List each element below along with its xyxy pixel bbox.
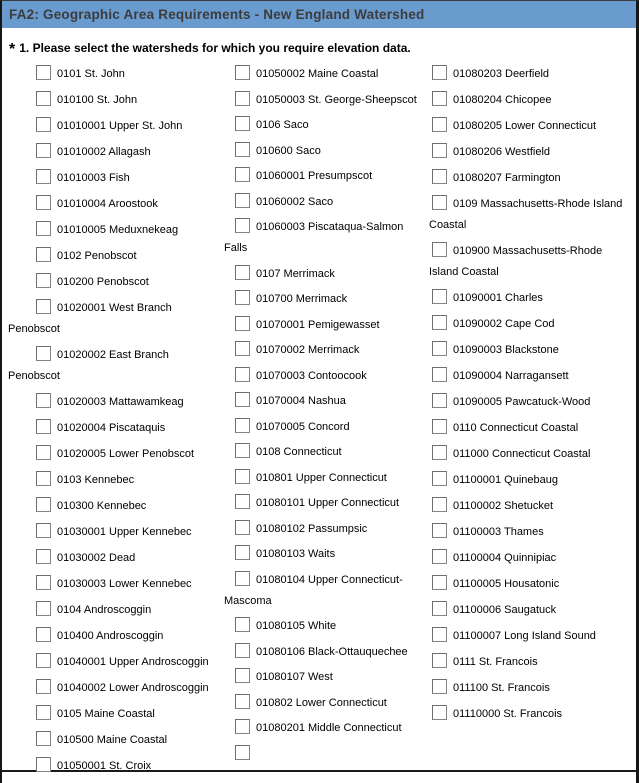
watershed-option[interactable] xyxy=(224,264,426,285)
watershed-label: 01010002 Allagash xyxy=(57,146,151,158)
checkbox-unchecked-icon[interactable] xyxy=(36,195,51,210)
watershed-option[interactable] xyxy=(429,142,631,163)
watershed-label: 010600 Saco xyxy=(256,144,321,157)
watershed-option[interactable] xyxy=(224,64,426,85)
watershed-option[interactable] xyxy=(429,194,631,236)
watershed-label: 011000 Connecticut Coastal xyxy=(453,448,591,460)
watershed-option[interactable] xyxy=(429,366,631,387)
checkbox-unchecked-icon[interactable] xyxy=(235,265,250,280)
watershed-label: 01030002 Dead xyxy=(57,552,136,564)
watershed-option[interactable] xyxy=(8,345,222,387)
watershed-option[interactable] xyxy=(8,142,222,163)
watershed-option[interactable] xyxy=(224,115,426,136)
watershed-option[interactable] xyxy=(224,417,426,438)
checkbox-unchecked-icon[interactable] xyxy=(432,315,447,330)
checkbox-unchecked-icon[interactable] xyxy=(235,443,250,458)
watershed-label: 01030001 Upper Kennebec xyxy=(57,526,192,538)
watershed-option[interactable] xyxy=(429,64,631,85)
watershed-option[interactable] xyxy=(8,600,222,621)
watershed-label: 01080102 Passumpsic xyxy=(256,522,368,535)
checkbox-unchecked-icon[interactable] xyxy=(432,117,447,132)
watershed-label: 010300 Kennebec xyxy=(57,500,147,512)
watershed-option[interactable] xyxy=(429,496,631,517)
watershed-label: 01020005 Lower Penobscot xyxy=(57,448,194,460)
watershed-label: 01040001 Upper Androscoggin xyxy=(57,656,209,668)
checkbox-unchecked-icon[interactable] xyxy=(36,169,51,184)
checkbox-unchecked-icon[interactable] xyxy=(36,627,51,642)
checkbox-unchecked-icon[interactable] xyxy=(432,679,447,694)
watershed-label: 01060002 Saco xyxy=(256,195,334,208)
watershed-option[interactable] xyxy=(429,418,631,439)
watershed-option[interactable] xyxy=(224,166,426,187)
watershed-label: 0103 Kennebec xyxy=(57,474,135,486)
watershed-label: 01090002 Cape Cod xyxy=(453,318,555,330)
watershed-option[interactable] xyxy=(224,667,426,688)
watershed-label: 01080203 Deerfield xyxy=(453,68,550,80)
watershed-column-3 xyxy=(429,64,631,730)
watershed-option[interactable] xyxy=(224,366,426,387)
checkbox-unchecked-icon[interactable] xyxy=(36,575,51,590)
watershed-option[interactable] xyxy=(8,246,222,267)
watershed-option[interactable] xyxy=(429,90,631,111)
watershed-label: 01100007 Long Island Sound xyxy=(453,630,596,642)
watershed-option[interactable] xyxy=(224,718,426,739)
watershed-option[interactable] xyxy=(8,678,222,699)
checkbox-unchecked-icon[interactable] xyxy=(36,273,51,288)
checkbox-unchecked-icon[interactable] xyxy=(235,392,250,407)
watershed-label: 0105 Maine Coastal xyxy=(57,708,155,720)
checkbox-unchecked-icon[interactable] xyxy=(36,117,51,132)
checkbox-unchecked-icon[interactable] xyxy=(235,617,250,632)
watershed-option[interactable] xyxy=(8,64,222,85)
checkbox-unchecked-icon[interactable] xyxy=(36,445,51,460)
watershed-label: 01060001 Presumpscot xyxy=(256,170,373,182)
watershed-option[interactable] xyxy=(8,90,222,111)
watershed-option[interactable] xyxy=(224,141,426,162)
checkbox-unchecked-icon[interactable] xyxy=(36,393,51,408)
watershed-label: 01080105 White xyxy=(256,620,337,632)
watershed-option[interactable] xyxy=(224,544,426,565)
watershed-label: 01020002 East Branch Penobscot xyxy=(8,349,169,382)
checkbox-unchecked-icon[interactable] xyxy=(36,471,51,486)
watershed-label: 010400 Androscoggin xyxy=(57,630,164,642)
watershed-label: 01080207 Farmington xyxy=(453,172,561,184)
checkbox-unchecked-icon[interactable] xyxy=(36,679,51,694)
watershed-option[interactable] xyxy=(224,217,426,259)
watershed-label: 01070002 Merrimack xyxy=(256,344,360,356)
watershed-option[interactable] xyxy=(8,444,222,465)
watershed-option[interactable] xyxy=(8,470,222,491)
checkbox-unchecked-icon[interactable] xyxy=(432,289,447,304)
watershed-label: 01020001 West Branch Penobscot xyxy=(8,302,172,335)
checkbox-unchecked-icon[interactable] xyxy=(432,367,447,382)
watershed-option[interactable] xyxy=(429,704,631,725)
watershed-option[interactable] xyxy=(8,626,222,647)
question-label: 1. Please select the watersheds for which you require elevation data. xyxy=(19,41,411,55)
checkbox-unchecked-icon[interactable] xyxy=(432,419,447,434)
checkbox-unchecked-icon[interactable] xyxy=(36,601,51,616)
watershed-option[interactable] xyxy=(224,468,426,489)
checkbox-unchecked-icon[interactable] xyxy=(235,341,250,356)
checkbox-unchecked-icon[interactable] xyxy=(36,419,51,434)
watershed-label: 01010001 Upper St. John xyxy=(57,120,183,132)
checkbox-unchecked-icon[interactable] xyxy=(235,418,250,433)
watershed-label: 01100005 Housatonic xyxy=(453,578,560,590)
checkbox-unchecked-icon[interactable] xyxy=(36,143,51,158)
checkbox-unchecked-icon[interactable] xyxy=(235,65,250,80)
watershed-option[interactable] xyxy=(8,756,222,777)
checkbox-unchecked-icon[interactable] xyxy=(235,290,250,305)
watershed-option[interactable] xyxy=(429,470,631,491)
required-asterisk-icon: * xyxy=(9,41,16,58)
watershed-option[interactable] xyxy=(429,288,631,309)
checkbox-unchecked-icon[interactable] xyxy=(432,393,447,408)
checkbox-unchecked-icon[interactable] xyxy=(432,445,447,460)
watershed-label: 01010004 Aroostook xyxy=(57,198,158,210)
checkbox-unchecked-icon[interactable] xyxy=(36,523,51,538)
checkbox-unchecked-icon[interactable] xyxy=(235,316,250,331)
watershed-label: 01090001 Charles xyxy=(453,292,543,304)
watershed-label: 01080107 West xyxy=(256,671,333,683)
watershed-label: 0111 St. Francois xyxy=(453,656,538,668)
watershed-label: 01070003 Contoocook xyxy=(256,369,367,382)
watershed-option[interactable] xyxy=(429,116,631,137)
watershed-label: 0102 Penobscot xyxy=(57,250,137,262)
watershed-option[interactable] xyxy=(8,194,222,215)
watershed-label: 010500 Maine Coastal xyxy=(57,734,168,746)
checkbox-unchecked-icon[interactable] xyxy=(432,549,447,564)
watershed-column-2 xyxy=(224,64,426,769)
watershed-label: 01050003 St. George-Sheepscot xyxy=(256,93,417,106)
watershed-option[interactable] xyxy=(224,90,426,111)
watershed-option[interactable] xyxy=(224,340,426,361)
watershed-option[interactable] xyxy=(8,730,222,751)
watershed-option[interactable] xyxy=(8,522,222,543)
checkbox-unchecked-icon[interactable] xyxy=(432,575,447,590)
watershed-label: 01100006 Saugatuck xyxy=(453,604,557,616)
checkbox-unchecked-icon[interactable] xyxy=(432,653,447,668)
checkbox-unchecked-icon[interactable] xyxy=(36,549,51,564)
checkbox-unchecked-icon[interactable] xyxy=(235,643,250,658)
checkbox-unchecked-icon[interactable] xyxy=(432,143,447,158)
checkbox-unchecked-icon[interactable] xyxy=(432,65,447,80)
watershed-option[interactable] xyxy=(429,241,631,283)
watershed-label: 010100 St. John xyxy=(57,94,138,106)
watershed-option[interactable] xyxy=(8,418,222,439)
checkbox-unchecked-icon[interactable] xyxy=(432,195,447,210)
watershed-option[interactable] xyxy=(8,548,222,569)
watershed-label: 01070004 Nashua xyxy=(256,395,346,407)
checkbox-unchecked-icon[interactable] xyxy=(36,497,51,512)
checkbox-unchecked-icon[interactable] xyxy=(235,545,250,560)
watershed-option[interactable] xyxy=(8,652,222,673)
checkbox-unchecked-icon[interactable] xyxy=(432,497,447,512)
checkbox-unchecked-icon[interactable] xyxy=(36,247,51,262)
checkbox-unchecked-icon[interactable] xyxy=(235,116,250,131)
watershed-label: 01080106 Black-Ottauquechee xyxy=(256,645,408,658)
checkbox-unchecked-icon[interactable] xyxy=(36,91,51,106)
checkbox-unchecked-icon[interactable] xyxy=(235,668,250,683)
watershed-label: 0106 Saco xyxy=(256,119,309,131)
watershed-option[interactable] xyxy=(8,116,222,137)
watershed-option[interactable] xyxy=(429,548,631,569)
watershed-label: 01040002 Lower Androscoggin xyxy=(57,682,209,694)
checkbox-unchecked-icon[interactable] xyxy=(432,91,447,106)
watershed-label: 01080205 Lower Connecticut xyxy=(453,120,597,132)
watershed-label: 01100003 Thames xyxy=(453,526,544,538)
checkbox-unchecked-icon[interactable] xyxy=(36,65,51,80)
checkbox-unchecked-icon[interactable] xyxy=(432,169,447,184)
checkbox-unchecked-icon[interactable] xyxy=(235,218,250,233)
watershed-label: 010802 Lower Connecticut xyxy=(256,696,387,709)
watershed-label: 01100002 Shetucket xyxy=(453,500,554,512)
watershed-column-1 xyxy=(8,64,222,782)
watershed-label: 01020003 Mattawamkeag xyxy=(57,396,184,408)
watershed-option[interactable] xyxy=(224,570,426,612)
checkbox-unchecked-icon[interactable] xyxy=(235,745,250,760)
watershed-label: 0107 Merrimack xyxy=(256,267,335,280)
checkbox-unchecked-icon[interactable] xyxy=(432,627,447,642)
checkbox-unchecked-icon[interactable] xyxy=(36,221,51,236)
watershed-label: 0109 Massachusetts-Rhode Island Coastal xyxy=(429,198,623,231)
section-header xyxy=(2,1,636,28)
watershed-label: 01060003 Piscataqua-Salmon Falls xyxy=(224,221,404,254)
checkbox-unchecked-icon[interactable] xyxy=(235,494,250,509)
checkbox-unchecked-icon[interactable] xyxy=(235,719,250,734)
checkbox-unchecked-icon[interactable] xyxy=(36,346,51,361)
checkbox-unchecked-icon[interactable] xyxy=(432,341,447,356)
watershed-label: 01080204 Chicopee xyxy=(453,94,552,106)
watershed-label: 01080206 Westfield xyxy=(453,146,551,158)
checkbox-unchecked-icon[interactable] xyxy=(432,705,447,720)
watershed-option[interactable] xyxy=(429,678,631,699)
watershed-label: 010200 Penobscot xyxy=(57,276,149,288)
watershed-option[interactable] xyxy=(429,626,631,647)
watershed-label: 01090003 Blackstone xyxy=(453,344,559,356)
checkbox-unchecked-icon[interactable] xyxy=(36,757,51,772)
watershed-label: 010801 Upper Connecticut xyxy=(256,471,387,484)
watershed-option[interactable] xyxy=(429,392,631,413)
checkbox-unchecked-icon[interactable] xyxy=(235,571,250,586)
watershed-option[interactable] xyxy=(8,272,222,293)
watershed-label: 01100001 Quinebaug xyxy=(453,474,559,486)
checkbox-unchecked-icon[interactable] xyxy=(36,731,51,746)
checkbox-unchecked-icon[interactable] xyxy=(235,193,250,208)
watershed-label: 01090005 Pawcatuck-Wood xyxy=(453,396,591,408)
watershed-label: 01050001 St. Croix xyxy=(57,760,152,772)
watershed-option[interactable] xyxy=(224,192,426,213)
checkbox-unchecked-icon[interactable] xyxy=(235,91,250,106)
watershed-option[interactable] xyxy=(429,522,631,543)
watershed-label: 010700 Merrimack xyxy=(256,293,348,305)
watershed-label: 01070005 Concord xyxy=(256,420,350,433)
watershed-label: 011100 St. Francois xyxy=(453,682,550,694)
watershed-option[interactable] xyxy=(429,600,631,621)
watershed-label: 01050002 Maine Coastal xyxy=(256,68,379,80)
watershed-label: 0110 Connecticut Coastal xyxy=(453,422,579,434)
checkbox-unchecked-icon[interactable] xyxy=(235,694,250,709)
watershed-option[interactable] xyxy=(224,391,426,412)
checkbox-unchecked-icon[interactable] xyxy=(432,471,447,486)
checkbox-unchecked-icon[interactable] xyxy=(432,601,447,616)
watershed-option[interactable] xyxy=(429,574,631,595)
watershed-label: 01110000 St. Francois xyxy=(453,708,563,720)
watershed-option[interactable] xyxy=(224,616,426,637)
watershed-option[interactable] xyxy=(429,652,631,673)
watershed-option[interactable] xyxy=(224,289,426,310)
checkbox-unchecked-icon[interactable] xyxy=(36,705,51,720)
watershed-option[interactable] xyxy=(429,168,631,189)
watershed-label: 01080104 Upper Connecticut-Mascoma xyxy=(224,573,403,607)
watershed-option[interactable] xyxy=(224,493,426,514)
watershed-label: 01020004 Piscataquis xyxy=(57,422,166,434)
watershed-option[interactable] xyxy=(224,315,426,336)
watershed-option[interactable] xyxy=(224,693,426,714)
watershed-option[interactable] xyxy=(224,642,426,663)
watershed-label: 01010003 Fish xyxy=(57,172,130,184)
watershed-label: 0108 Connecticut xyxy=(256,446,342,458)
watershed-label: 01070001 Pemigewasset xyxy=(256,318,380,331)
watershed-option[interactable] xyxy=(429,444,631,465)
watershed-label: 010900 Massachusetts-Rhode Island Coastal xyxy=(429,245,603,278)
checkbox-unchecked-icon[interactable] xyxy=(36,653,51,668)
checkbox-unchecked-icon[interactable] xyxy=(235,367,250,382)
watershed-option[interactable] xyxy=(8,574,222,595)
watershed-label: 01030003 Lower Kennebec xyxy=(57,578,192,590)
checkbox-unchecked-icon[interactable] xyxy=(235,142,250,157)
watershed-label: 0104 Androscoggin xyxy=(57,604,152,616)
watershed-label: 01100004 Quinnipiac xyxy=(453,552,557,564)
watershed-label: 01080101 Upper Connecticut xyxy=(256,497,400,509)
watershed-option[interactable] xyxy=(8,298,222,340)
checkbox-unchecked-icon[interactable] xyxy=(432,523,447,538)
checkbox-unchecked-icon[interactable] xyxy=(432,242,447,257)
watershed-option[interactable] xyxy=(8,168,222,189)
watershed-option[interactable] xyxy=(8,496,222,517)
watershed-label: 01090004 Narragansett xyxy=(453,370,569,382)
watershed-option[interactable] xyxy=(429,340,631,361)
watershed-option[interactable] xyxy=(8,704,222,725)
watershed-label: 01080201 Middle Connecticut xyxy=(256,722,402,734)
watershed-option[interactable] xyxy=(224,519,426,540)
question-row xyxy=(9,40,628,56)
checkbox-unchecked-icon[interactable] xyxy=(235,520,250,535)
partial-watershed-option[interactable] xyxy=(224,744,426,765)
watershed-option[interactable] xyxy=(224,442,426,463)
watershed-option[interactable] xyxy=(429,314,631,335)
watershed-label: 0101 St. John xyxy=(57,68,125,80)
checkbox-unchecked-icon[interactable] xyxy=(36,299,51,314)
checkbox-unchecked-icon[interactable] xyxy=(235,167,250,182)
watershed-option[interactable] xyxy=(8,392,222,413)
checkbox-unchecked-icon[interactable] xyxy=(235,469,250,484)
watershed-option[interactable] xyxy=(8,220,222,241)
watershed-label: 01080103 Waits xyxy=(256,548,336,560)
watershed-label: 01010005 Meduxnekeag xyxy=(57,224,179,236)
section-title: FA2: Geographic Area Requirements - New England Watershed xyxy=(9,7,425,22)
